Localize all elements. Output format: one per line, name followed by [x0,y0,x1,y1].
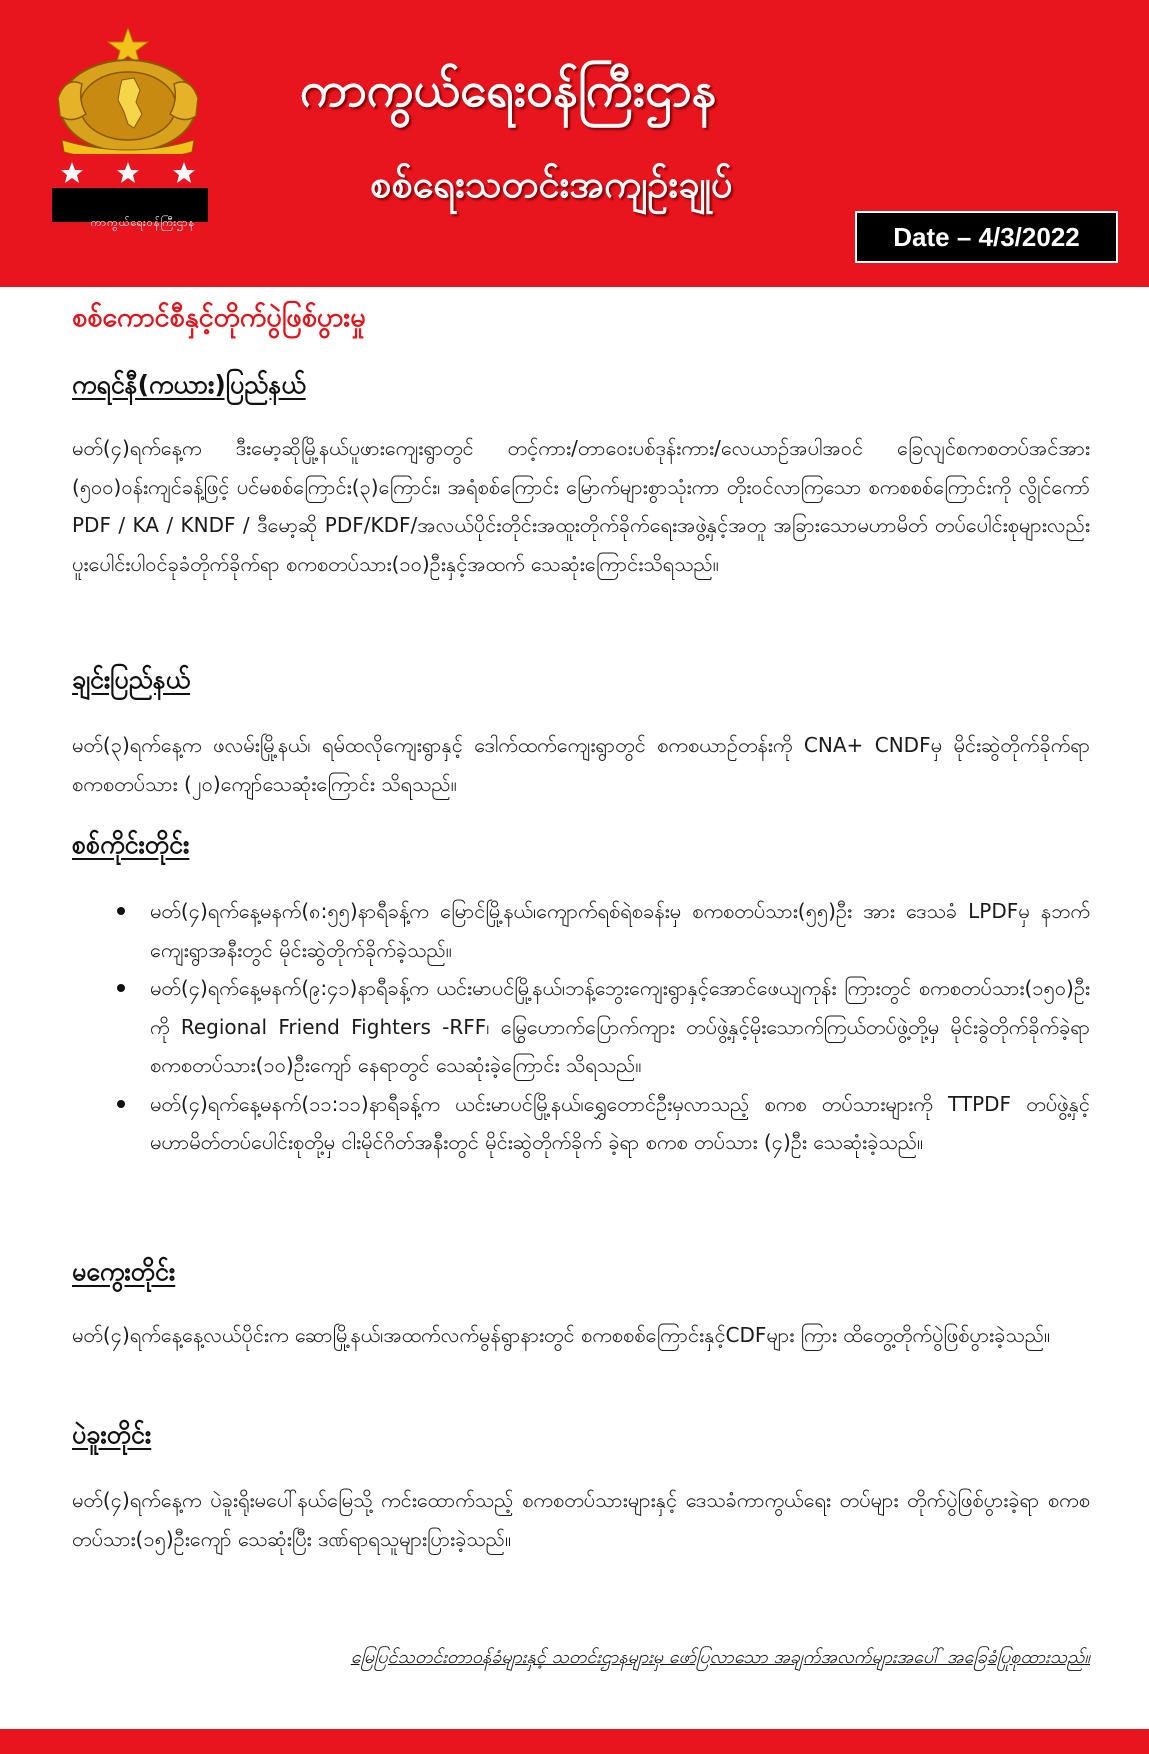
footer-source-note: မြေပြင်သတင်းတာဝန်ခံများနှင့် သတင်းဌာနများမှ ဖော်ပြလာသော အချက်အလက်များအပေါ် အခြေခံပြုစုထားသည်။ [350,1647,1090,1668]
bullet-text: မတ်(၄)ရက်နေ့မနက်(၁၁:၁၁)နာရီခန့်က ယင်းမာပင်မြို့နယ်၊ရွှေတောင်ဦးမှလာသည့် စကစ တပ်သားများကို TTPDF တပ်ဖွဲ့နှင့် မဟာမိတ်တပ်ပေါင်းစုတို့မှ ငါးမိုင်ဂိတ်အနီးတွင် မိုင်းဆွဲတိုက်ခိုက် ခဲ့ရာ စကစ တပ်သား (၄)ဦး သေဆုံးခဲ့သည်။ [150,1091,1090,1154]
bullet-dot [117,984,125,992]
section-heading-bago: ပဲခူးတိုင်း [72,1420,152,1449]
section-heading-chin: ချင်းပြည်နယ် [72,665,191,694]
bullet-dot [117,1100,125,1108]
date-badge: Date – 4/3/2022 [855,211,1118,263]
list-item [72,1085,1090,1162]
section-heading-sagaing: စစ်ကိုင်းတိုင်း [72,830,190,859]
brief-title: စစ်ရေးသတင်းအကျဉ်းချုပ် [370,162,733,206]
section-text-karenni: မတ်(၄)ရက်နေ့က ဒီးမော့ဆိုမြို့နယ်ပူဖားကျေးရွာတွင် တင့်ကား/တာဝေးပစ်ဒုန်းကား/လေယာဉ်အပါအဝင် ခြေလျင်စကစတပ်အင်အား (၅၀၀)ဝန်းကျင်ခန့်ဖြင့် ပင်မစစ်ကြောင်း(၃)ကြောင်း၊ အရံစစ်ကြောင်း မြောက်များစွာသုံးကာ တိုးဝင်လာကြသော စကစစစ်ကြောင်းကို လွိုင်ကော် PDF / KA / KNDF / ဒီမော့ဆို PDF/KDF/အလယ်ပိုင်းတိုင်းအထူးတိုက်ခိုက်ရေးအဖွဲ့နှင့်အတူ အခြားသောမဟာမိတ် တပ်ပေါင်းစုများလည်း ပူးပေါင်းပါဝင်ခုခံတိုက်ခိုက်ရာ စကစတပ်သား(၁၀)ဦးနှင့်အထက် သေဆုံးကြောင်းသိရသည်။ [72,436,1090,576]
header-banner [0,0,1149,287]
list-item [72,969,1090,1085]
ministry-emblem [52,28,234,238]
section-text-bago: မတ်(၄)ရက်နေ့က ပဲခူးရိုးမပေါ်နယ်မြေသို့ ကင်းထောက်သည့် စကစတပ်သားများနှင့် ဒေသခံကာကွယ်ရေး တပ်များ တိုက်ပွဲဖြစ်ပွားခဲ့ရာ စကစတပ်သား(၁၅)ဦးကျော် သေဆုံးပြီး ဒဏ်ရာရသူများပြားခဲ့သည်။ [72,1488,1090,1551]
bullet-text: မတ်(၄)ရက်နေ့မနက်(၈:၅၅)နာရီခန့်က မြောင်မြို့နယ်၊ကျောက်ရစ်ရဲစခန်းမှ စကစတပ်သား(၅၅)ဦး အား ဒေသခံ LPDFမှ နဘက်ကျေးရွာအနီးတွင် မိုင်းဆွဲတိုက်ခိုက်ခဲ့သည်။ [150,899,1090,962]
list-item [72,892,1090,969]
bullet-text: မတ်(၄)ရက်နေ့မနက်(၉:၄၁)နာရီခန့်က ယင်းမာပင်မြို့နယ်၊ဘန့်ဘွေးကျေးရွာနှင့်အောင်ဖေယျကုန်း ကြားတွင် စကစတပ်သား(၁၅၀)ဦးကို Regional Friend Fighters -RFF၊ မြွေဟောက်ပြောက်ကျား တပ်ဖွဲ့နှင့်မိုးသောက်ကြယ်တပ်ဖွဲ့တို့မှ မိုင်းခွဲတိုက်ခိုက်ခဲ့ရာ စကစတပ်သား(၁၀)ဦးကျော် နေရာတွင် သေဆုံးခဲ့ကြောင်း သိရသည်။ [150,976,1090,1077]
section-text-magway: မတ်(၄)ရက်နေ့နေ့လယ်ပိုင်းက ဆောမြို့နယ်၊အထက်လက်မွန်ရွာနားတွင် စကစစစ်ကြောင်းနှင့်CDFများ ကြား ထိတွေ့တိုက်ပွဲဖြစ်ပွားခဲ့သည်။ [72,1323,1051,1347]
emblem-graphic [52,28,234,238]
bottom-red-bar [0,1729,1149,1754]
ministry-title: ကာကွယ်ရေးဝန်ကြီးဌာန [300,62,717,118]
section-heading-magway: မကွေးတိုင်း [72,1257,176,1286]
sagaing-bullet-list [72,892,1090,1162]
section-text-chin: မတ်(၃)ရက်နေ့က ဖလမ်းမြို့နယ်၊ ရမ်ထလိုကျေးရွာနှင့် ဒေါက်ထက်ကျေးရွာတွင် စကစယာဉ်တန်းကို CNA+ CNDFမှ မိုင်းဆွဲတိုက်ခိုက်ရာ စကစတပ်သား (၂၀)ကျော်သေဆုံးကြောင်း သိရသည်။ [72,733,1090,796]
bullet-dot [117,907,125,915]
emblem-label: ကာကွယ်ရေးဝန်ကြီးဌာန [90,216,196,229]
main-heading: စစ်ကောင်စီနှင့်တိုက်ပွဲဖြစ်ပွားမှု [72,302,366,333]
section-heading-karenni: ကရင်နီ(ကယား)ပြည်နယ် [72,370,306,399]
